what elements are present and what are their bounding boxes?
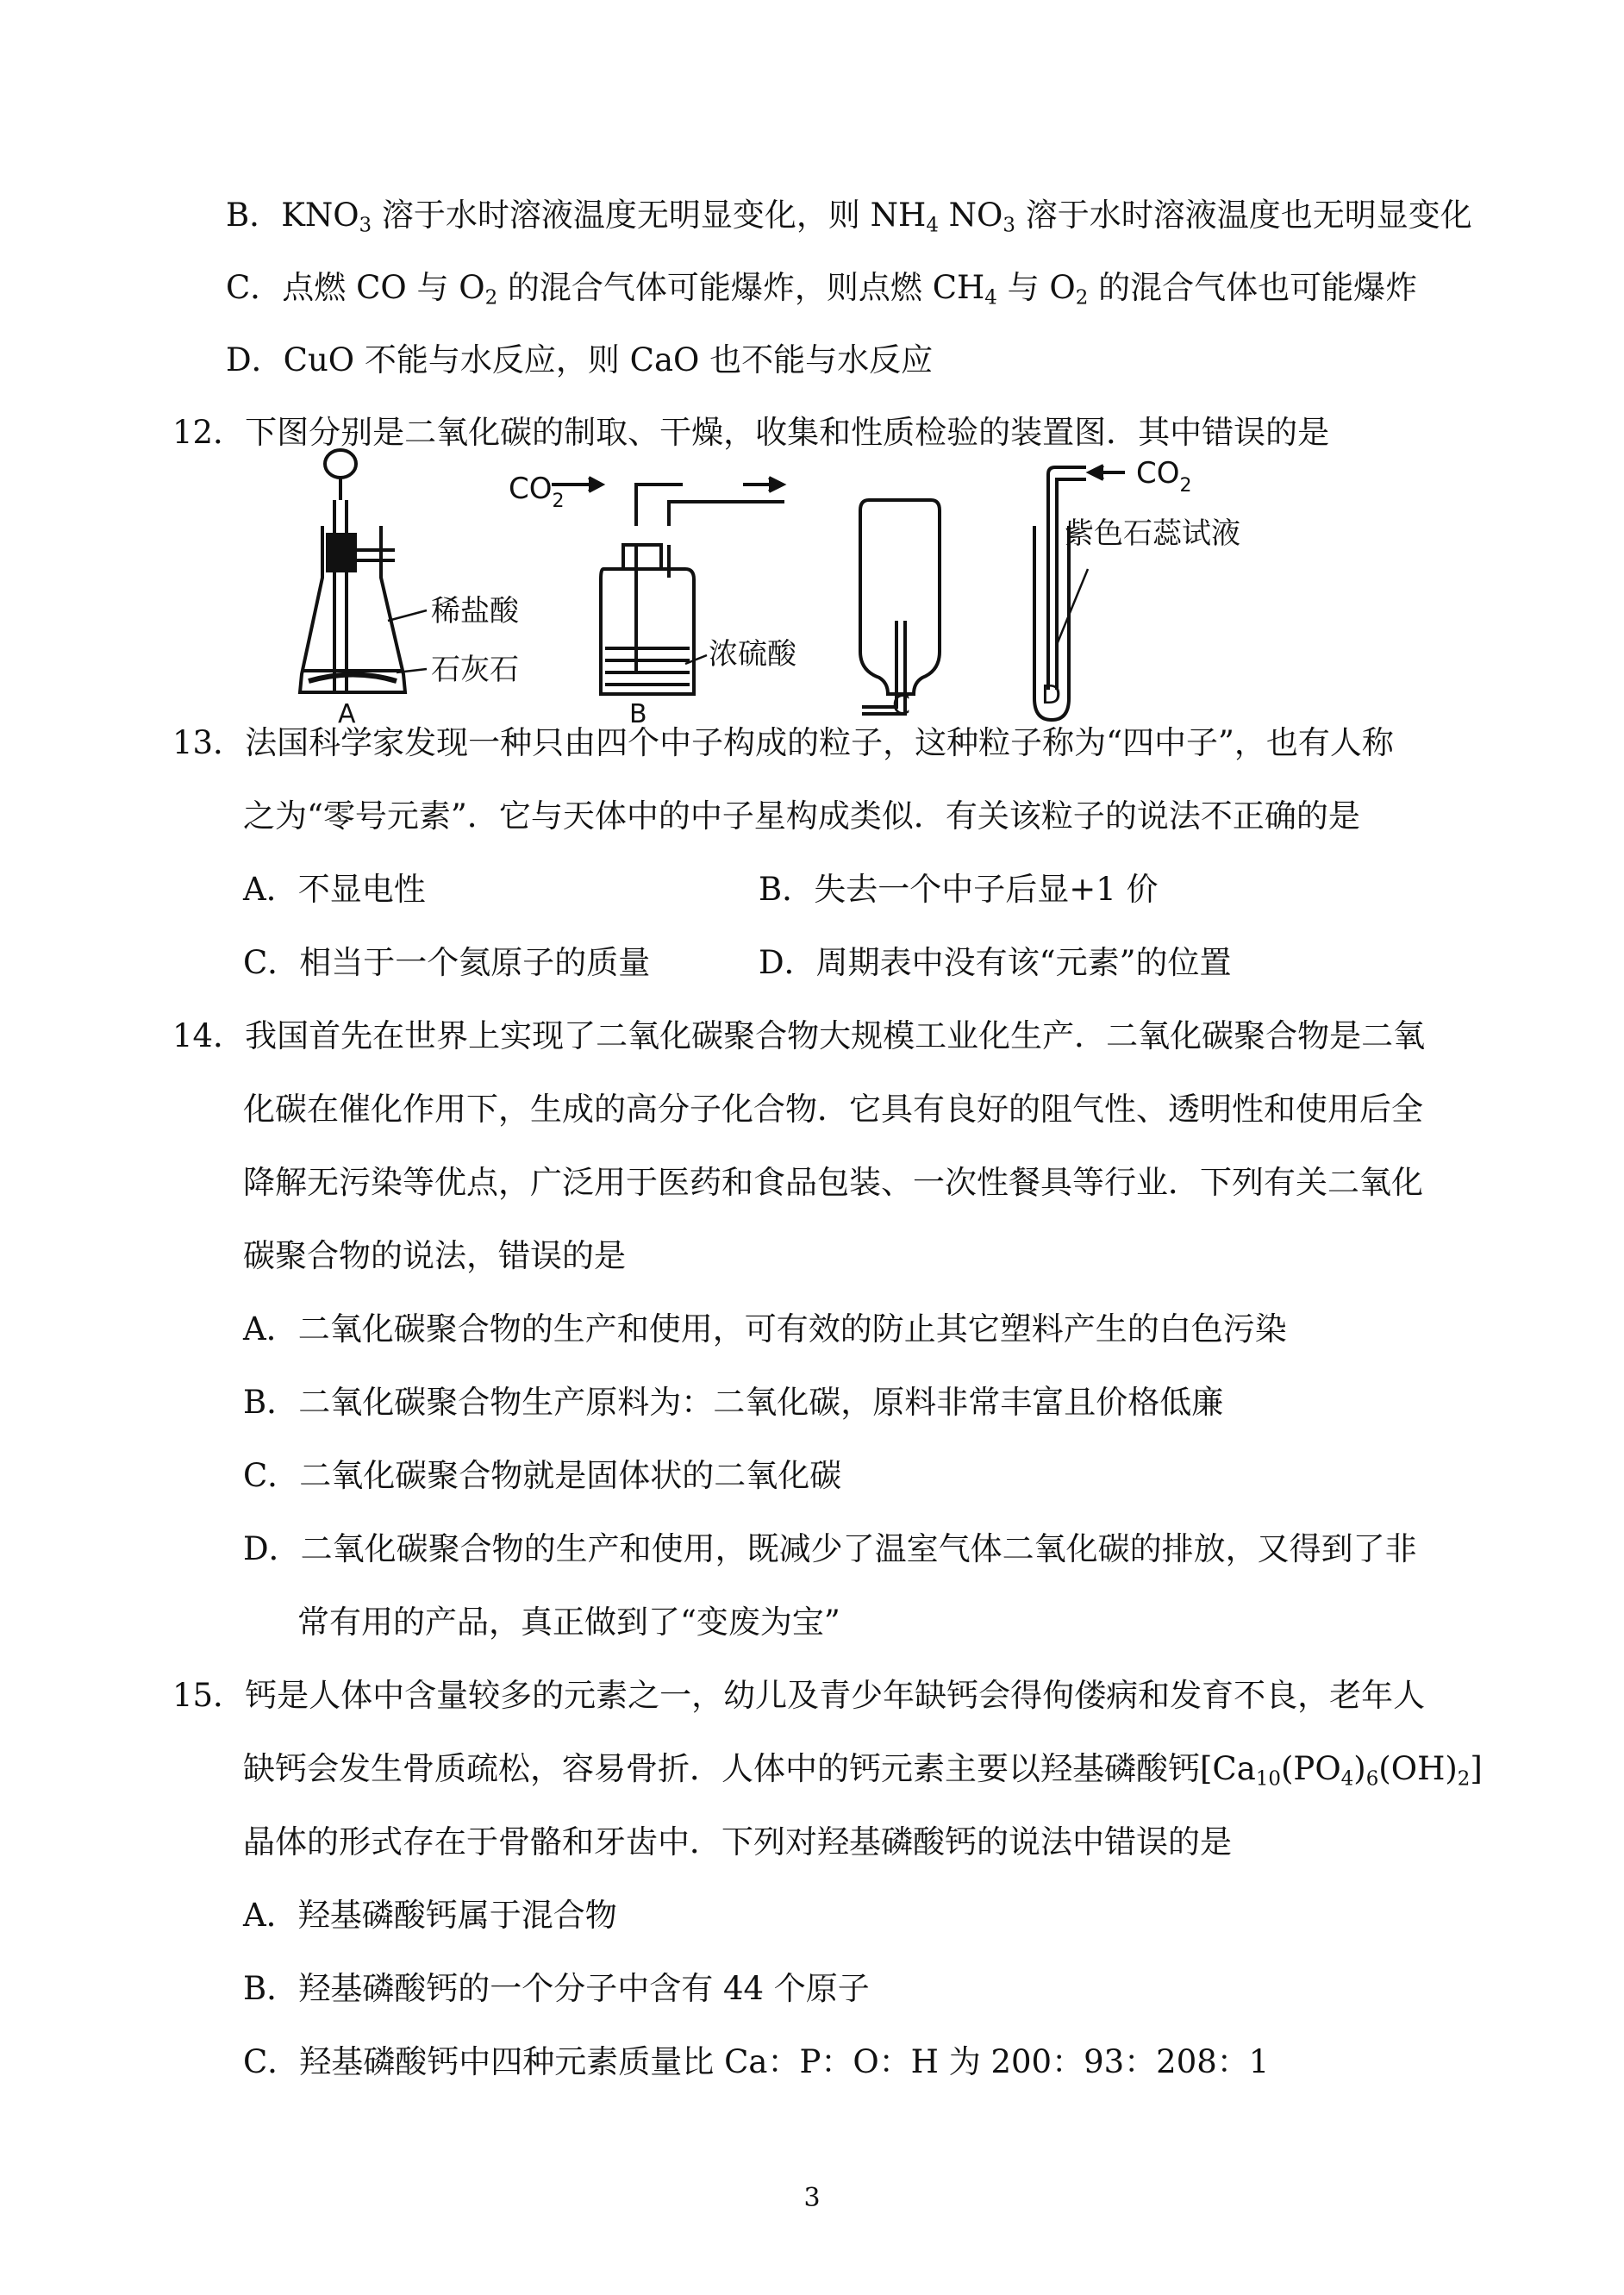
label-d: D — [1041, 680, 1062, 710]
q14-option-d-line-2: 常有用的产品，真正做到了“变废为宝” — [297, 1604, 840, 1641]
page-number: 3 — [803, 2183, 821, 2213]
q15-option-a: A．羟基磷酸钙属于混合物 — [243, 1897, 617, 1934]
co2-label-d: $CO_2$ — [1136, 456, 1192, 497]
q14-line-4: 碳聚合物的说法，错误的是 — [243, 1237, 626, 1274]
label-b: B — [629, 699, 647, 729]
q14-option-b: B．二氧化碳聚合物生产原料为：二氧化碳，原料非常丰富且价格低廉 — [243, 1384, 1224, 1421]
q15-line-3: 晶体的形式存在于骨骼和牙齿中．下列对羟基磷酸钙的说法中错误的是 — [243, 1823, 1232, 1860]
q13-line-1: 13．法国科学家发现一种只由四个中子构成的粒子，这种粒子称为“四中子”，也有人称 — [172, 724, 1394, 761]
q14-option-c: C．二氧化碳聚合物就是固体状的二氧化碳 — [243, 1457, 842, 1494]
q14-option-d-line-1: D．二氧化碳聚合物的生产和使用，既减少了温室气体二氧化碳的排放，又得到了非 — [243, 1530, 1417, 1567]
q14-line-1: 14．我国首先在世界上实现了二氧化碳聚合物大规模工业化生产．二氧化碳聚合物是二氧 — [172, 1017, 1426, 1054]
apparatus-c-bottle — [860, 500, 940, 714]
dilute-hcl-label: 稀盐酸 — [431, 594, 519, 628]
q14-line-2: 化碳在催化作用下，生成的高分子化合物．它具有良好的阻气性、透明性和使用后全 — [243, 1091, 1423, 1128]
apparatus-figure — [259, 448, 1379, 733]
conc-h2so4-label: 浓硫酸 — [709, 637, 796, 672]
q15-option-b: B．羟基磷酸钙的一个分子中含有 44 个原子 — [243, 1970, 870, 2007]
litmus-label: 紫色石蕊试液 — [1065, 516, 1240, 551]
q14-option-a: A．二氧化碳聚合物的生产和使用，可有效的防止其它塑料产生的白色污染 — [243, 1310, 1287, 1348]
q13-option-d: D．周期表中没有该“元素”的位置 — [759, 944, 1232, 981]
q15-line-2: 缺钙会发生骨质疏松，容易骨折．人体中的钙元素主要以羟基磷酸钙$[Ca_{10}(PO_4)_6(OH)_2]$ — [243, 1750, 1483, 1791]
label-a: A — [338, 699, 356, 729]
arrow-in-b — [552, 478, 602, 491]
q11-option-c: C．点燃 CO 与 $O_2$ 的混合气体可能爆炸，则点燃 $CH_4$ 与 $O_2$ 的混合气体也可能爆炸 — [226, 269, 1418, 310]
q15-line-1: 15．钙是人体中含量较多的元素之一，幼儿及青少年缺钙会得佝偻病和发育不良，老年人 — [172, 1677, 1426, 1714]
q13-line-2: 之为“零号元素”．它与天体中的中子星构成类似．有关该粒子的说法不正确的是 — [243, 797, 1360, 835]
leader-dilute-hcl — [388, 610, 427, 621]
label-c: C — [892, 691, 910, 721]
q11-option-d: D．CuO 不能与水反应，则 CaO 也不能与水反应 — [226, 341, 934, 378]
q13-option-b: B．失去一个中子后显+1 价 — [759, 871, 1159, 908]
q11-option-b: B．$KNO_3$ 溶于水时溶液温度无明显变化，则 $NH_4$ $NO_3$ 溶于水时溶液温度也无明显变化 — [226, 197, 1472, 237]
q14-line-3: 降解无污染等优点，广泛用于医药和食品包装、一次性餐具等行业．下列有关二氧化 — [243, 1164, 1423, 1201]
arrow-out-b — [743, 478, 783, 491]
arrow-in-d — [1090, 466, 1125, 479]
apparatus-a-flask — [300, 450, 405, 694]
limestone-label: 石灰石 — [431, 653, 519, 687]
q15-option-c: C．羟基磷酸钙中四种元素质量比 Ca：P：O：H 为 200：93：208：1 — [243, 2043, 1270, 2080]
q12-stem: 12．下图分别是二氧化碳的制取、干燥，收集和性质检验的装置图．其中错误的是 — [172, 414, 1330, 451]
co2-label-b: $CO_2$ — [509, 472, 565, 512]
q13-option-a: A．不显电性 — [243, 871, 426, 908]
q13-option-c: C．相当于一个氦原子的质量 — [243, 944, 651, 981]
